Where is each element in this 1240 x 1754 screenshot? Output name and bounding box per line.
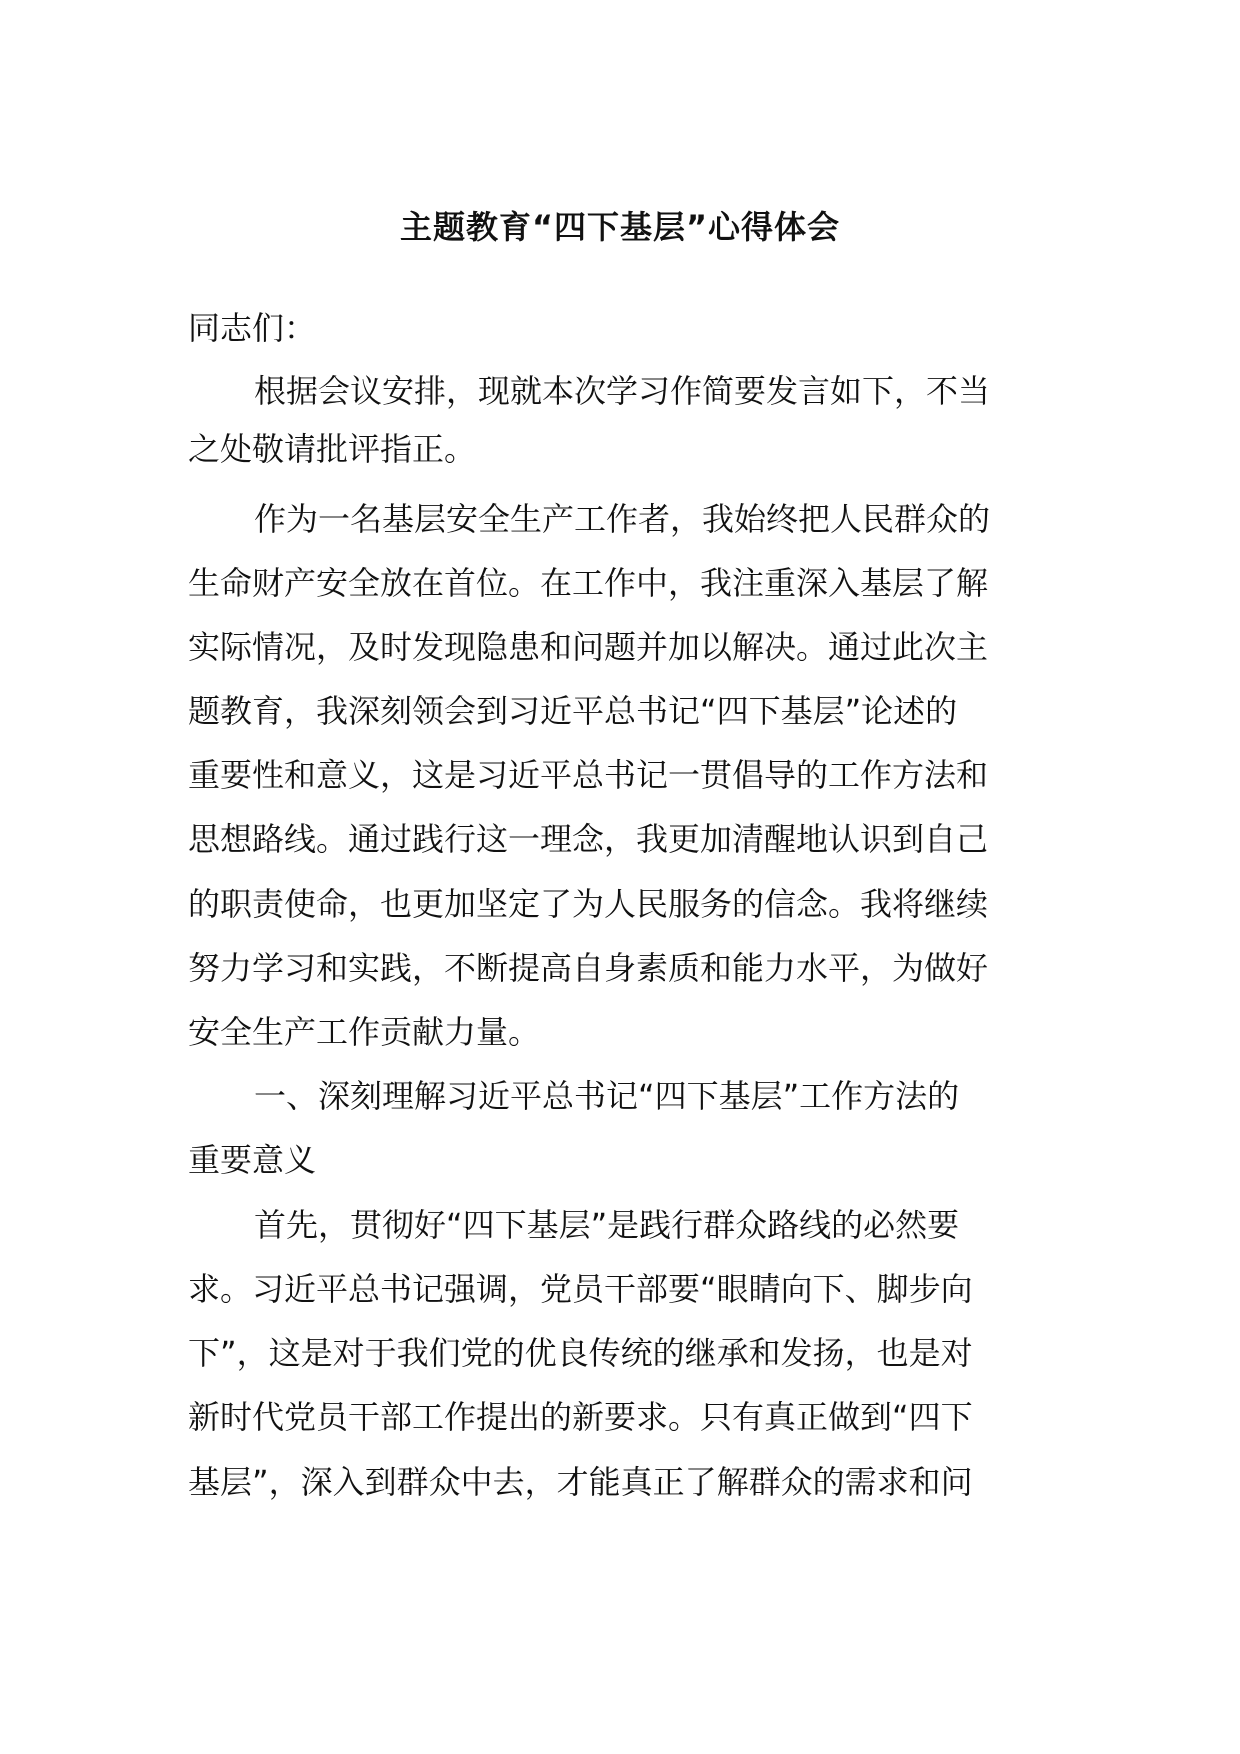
salutation: 同志们： <box>188 309 317 347</box>
section-heading-line: 一、深刻理解习近平总书记“四下基层”工作方法的 <box>254 1077 960 1115</box>
paragraph-line: 首先，贯彻好“四下基层”是践行群众路线的必然要 <box>254 1206 960 1244</box>
paragraph-line: 求。习近平总书记强调，党员干部要“眼睛向下、脚步向 <box>188 1270 973 1308</box>
paragraph-line: 思想路线。通过践行这一理念，我更加清醒地认识到自己 <box>188 820 989 858</box>
paragraph-line: 基层”，深入到群众中去，才能真正了解群众的需求和问 <box>188 1463 973 1501</box>
paragraph-line: 新时代党员干部工作提出的新要求。只有真正做到“四下 <box>188 1398 973 1436</box>
paragraph-line: 实际情况，及时发现隐患和问题并加以解决。通过此次主 <box>188 628 989 666</box>
paragraph-line: 根据会议安排，现就本次学习作简要发言如下，不当 <box>254 372 991 410</box>
paragraph-line: 的职责使命，也更加坚定了为人民服务的信念。我将继续 <box>188 885 989 923</box>
paragraph-line: 之处敬请批评指正。 <box>188 430 477 468</box>
paragraph-line: 生命财产安全放在首位。在工作中，我注重深入基层了解 <box>188 564 989 602</box>
paragraph-line: 安全生产工作贡献力量。 <box>188 1013 541 1051</box>
section-heading-line: 重要意义 <box>188 1141 317 1179</box>
paragraph-line: 努力学习和实践，不断提高自身素质和能力水平，为做好 <box>188 949 989 987</box>
document-title: 主题教育“四下基层”心得体会 <box>399 208 841 246</box>
paragraph-line: 题教育，我深刻领会到习近平总书记“四下基层”论述的 <box>188 692 958 730</box>
paragraph-line: 重要性和意义，这是习近平总书记一贯倡导的工作方法和 <box>188 756 989 794</box>
paragraph-line: 作为一名基层安全生产工作者，我始终把人民群众的 <box>254 500 991 538</box>
paragraph-line: 下”，这是对于我们党的优良传统的继承和发扬，也是对 <box>188 1334 973 1372</box>
